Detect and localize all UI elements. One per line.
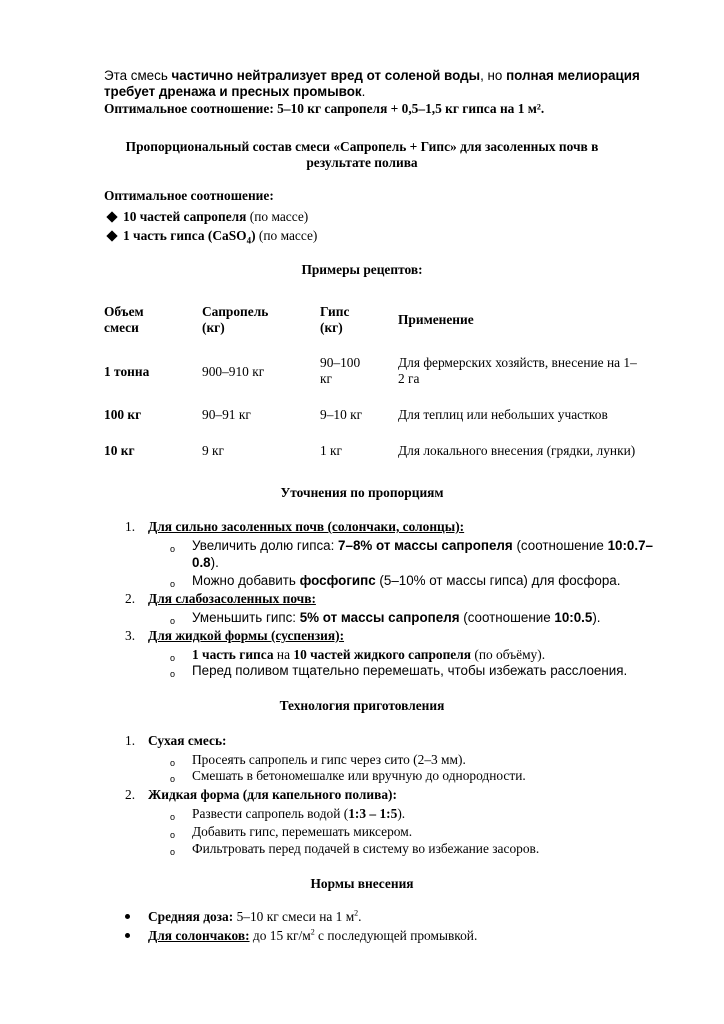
intro-line-3: Оптимальное соотношение: 5–10 кг сапропеля + 0,5–1,5 кг гипса на 1 м². xyxy=(104,101,545,116)
table-cell-usage: Для теплиц или небольших участков xyxy=(398,407,608,422)
proportions-item-2: Для слабозасоленных почв: xyxy=(148,591,316,606)
circle-bullet-icon: o xyxy=(170,653,176,663)
technology-heading: Технология приготовления xyxy=(279,698,445,713)
list-number: 1. xyxy=(125,733,136,748)
table-header-usage: Применение xyxy=(398,312,474,327)
proportions-item-1: Для сильно засоленных почв (солончаки, солонцы): xyxy=(148,519,465,534)
ratio-item-sapropel: 10 частей сапропеля (по массе) xyxy=(104,209,308,225)
proportions-item-1a-cont: 0.8). xyxy=(192,555,219,570)
list-number: 2. xyxy=(125,591,136,606)
table-cell-sapropel: 90–91 кг xyxy=(202,407,251,422)
circle-bullet-icon: o xyxy=(170,669,176,679)
list-number: 2. xyxy=(125,787,136,802)
technology-item-1: Сухая смесь: xyxy=(148,733,227,748)
ratio-heading: Оптимальное соотношение: xyxy=(104,188,274,203)
table-header-volume: Объем смеси xyxy=(104,304,144,335)
intro-line-2: требует дренажа и пресных промывок. xyxy=(104,84,366,99)
circle-bullet-icon: o xyxy=(170,830,176,840)
proportions-item-3b: Перед поливом тщательно перемешать, чтобы избежать расслоения. xyxy=(192,663,628,678)
circle-bullet-icon: o xyxy=(170,812,176,822)
circle-bullet-icon: o xyxy=(170,579,176,589)
norms-item-2: Для солончаков: до 15 $кг/м^2$ с последующей промывкой. xyxy=(148,927,478,943)
table-cell-usage: Для локального внесения (грядки, лунки) xyxy=(398,443,636,458)
diamond-bullet-icon xyxy=(106,212,117,223)
table-cell-gypsum: 9–10 кг xyxy=(320,407,363,422)
dot-bullet-icon xyxy=(125,928,130,944)
table-cell-sapropel: 9 кг xyxy=(202,443,225,458)
technology-item-2c: Фильтровать перед подачей в систему во избежание засоров. xyxy=(192,841,540,856)
list-number: 3. xyxy=(125,628,136,643)
intro-line-1: Эта смесь частично нейтрализует вред от соленой воды, но полная мелиорация xyxy=(104,68,640,83)
recipes-heading: Примеры рецептов: xyxy=(301,262,423,277)
table-cell-sapropel: 900–910 кг xyxy=(202,364,265,379)
technology-item-2a: Развести сапропель водой (1:3 – 1:5). xyxy=(192,806,406,821)
circle-bullet-icon: o xyxy=(170,616,176,626)
proportions-item-3: Для жидкой формы (суспензия): xyxy=(148,628,345,643)
circle-bullet-icon: o xyxy=(170,758,176,768)
proportions-item-2a: Уменьшить гипс: 5% от массы сапропеля (соотношение 10:0.5). xyxy=(192,610,601,625)
technology-item-2: Жидкая форма (для капельного полива): xyxy=(148,787,397,802)
norms-item-1: Средняя доза: 5–10 кг смеси на 1 $м^2$. xyxy=(148,908,362,924)
table-cell-gypsum: 90–100 кг xyxy=(320,355,361,386)
circle-bullet-icon: o xyxy=(170,774,176,784)
proportions-item-3a: 1 часть гипса на 10 частей жидкого сапропеля (по объёму). xyxy=(192,647,546,662)
proportions-item-1a: Увеличить долю гипса: 7–8% от массы сапропеля (соотношение 10:0.7– xyxy=(192,538,653,553)
dot-bullet-icon xyxy=(125,909,130,925)
table-cell-volume: 100 кг xyxy=(104,407,142,422)
table-cell-volume: 10 кг xyxy=(104,443,135,458)
document-title-line-2: результате полива xyxy=(306,155,418,170)
circle-bullet-icon: o xyxy=(170,544,176,554)
technology-item-1b: Смешать в бетономешалке или вручную до однородности. xyxy=(192,768,526,783)
table-cell-gypsum: 1 кг xyxy=(320,443,343,458)
table-cell-usage: Для фермерских хозяйств, внесение на 1– 2 га xyxy=(398,355,637,386)
table-header-gypsum: Гипс (кг) xyxy=(320,304,350,335)
document-title-line-1: Пропорциональный состав смеси «Сапропель + Гипс» для засоленных почв в xyxy=(125,139,599,154)
proportions-heading: Уточнения по пропорциям xyxy=(280,485,444,500)
norms-heading: Нормы внесения xyxy=(310,876,414,891)
technology-item-2b: Добавить гипс, перемешать миксером. xyxy=(192,824,413,839)
technology-item-1a: Просеять сапропель и гипс через сито (2–3 мм). xyxy=(192,752,466,767)
circle-bullet-icon: o xyxy=(170,847,176,857)
diamond-bullet-icon xyxy=(106,231,117,242)
ratio-item-gypsum: 1 часть гипса (CaSO$_4$) (по массе) xyxy=(104,228,317,244)
table-header-sapropel: Сапропель (кг) xyxy=(202,304,269,335)
proportions-item-1b: Можно добавить фосфогипс (5–10% от массы гипса) для фосфора. xyxy=(192,573,621,588)
list-number: 1. xyxy=(125,519,136,534)
table-cell-volume: 1 тонна xyxy=(104,364,150,379)
